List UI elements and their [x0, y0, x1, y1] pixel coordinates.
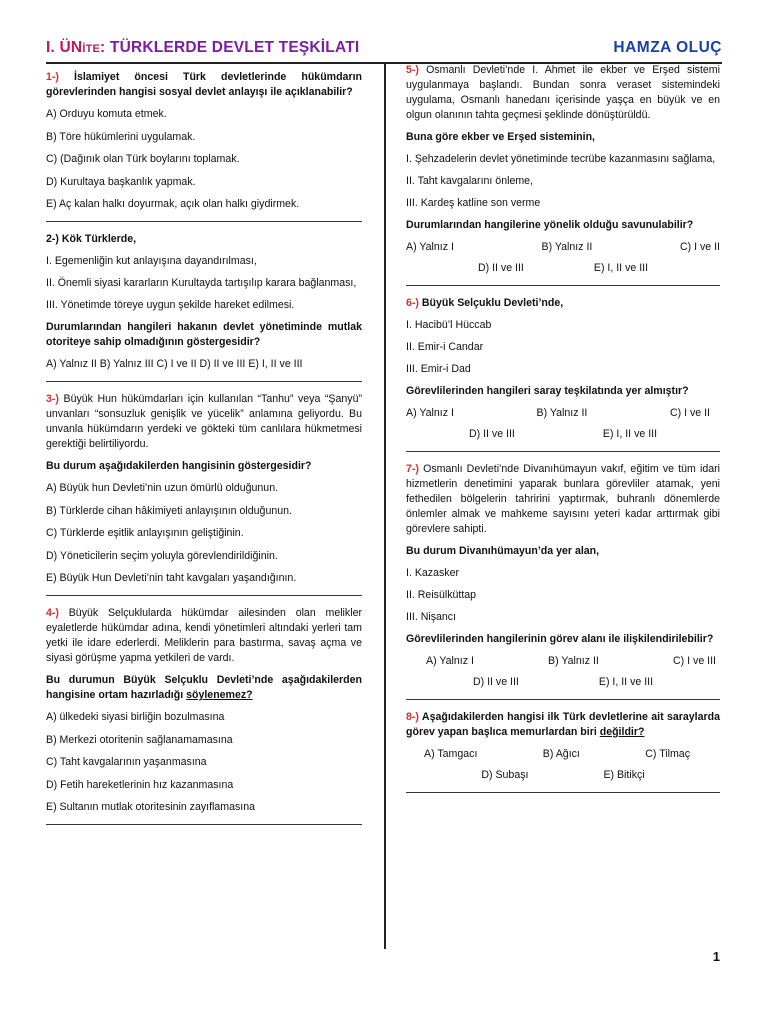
question-8 [406, 710, 720, 783]
options-row-1 [406, 654, 720, 669]
question-prompt: Durumlarından hangilerine yönelik olduğu savunulabilir? [406, 219, 694, 231]
divider [46, 381, 362, 382]
option-d: D) II ve III [472, 676, 519, 688]
author-name: HAMZA OLUÇ [613, 39, 722, 56]
options-row-2 [406, 675, 720, 690]
options-row-1 [406, 406, 720, 421]
page-number: 1 [712, 949, 720, 964]
statement-3: III. Kardeş katline son verme [406, 197, 541, 209]
divider [46, 221, 362, 222]
option-d: D) Yöneticilerin seçim yoluyla görevlendirildiğinin. [46, 549, 278, 562]
option-d: D) Subaşı [481, 769, 529, 781]
question-prompt: Durumlarından hangileri hakanın devlet yönetiminde mutlak otoriteye sahip olmadığının göstergesidir? [46, 321, 362, 348]
statement-1: I. Kazasker [406, 567, 459, 579]
option-a: A) Yalnız I [406, 241, 454, 253]
statement-2: II. Reisülküttap [406, 589, 477, 601]
statement-2: II. Önemli siyasi kararların Kurultayda tartışılıp karara bağlanması, [46, 277, 357, 289]
question-text: Büyük Selçuklularda hükümdar ailesinden olan melikler eyaletlerde hükümdar adına, kendi yönetimleri altındaki yerleri tam yetki ile idare ederlerdi. Meliklerin para bastırma, savaş açma ve siyasi görüşme yapma yetkileri de vardı. [46, 607, 362, 664]
option-b: B) Türklerde cihan hâkimiyeti anlayışının olduğunun. [46, 504, 292, 517]
option-b: B) Yalnız II [548, 655, 599, 667]
question-text: İslamiyet öncesi Türk devletlerinde hükümdarın görevlerinden hangisi sosyal devlet anlayışı ile açıklanabilir? [46, 71, 362, 98]
divider [406, 285, 720, 286]
option-d: D) Fetih hareketlerinin hız kazanmasına [46, 778, 234, 791]
page-header [46, 40, 722, 64]
option-b: B) Ağıcı [542, 748, 580, 760]
statement-1: I. Hacibü’l Hüccab [406, 319, 492, 331]
statement-1: I. Şehzadelerin devlet yönetiminde tecrübe kazanmasını sağlama, [406, 153, 716, 165]
statement-3: III. Yönetimde töreye uygun şekilde hareket edilmesi. [46, 299, 295, 311]
question-3 [46, 392, 362, 586]
question-prompt: Bu durum aşağıdakilerden hangisinin göstergesidir? [46, 460, 312, 472]
option-b: B) Yalnız II [536, 407, 588, 419]
question-number: 3-) [46, 393, 59, 405]
option-a: A) Yalnız I [406, 407, 454, 419]
question-1 [46, 70, 362, 212]
option-c: C) (Dağınık olan Türk boylarını toplamak. [46, 153, 240, 165]
option-c: C) I ve II [679, 241, 720, 253]
option-a: A) Büyük hun Devleti’nin uzun ömürlü olduğunun. [46, 482, 279, 494]
option-c: C) Taht kavgalarının yaşanmasına [46, 756, 207, 768]
question-number: 4-) [46, 607, 59, 619]
options-row-2 [406, 261, 720, 276]
option-b: B) Yalnız II [541, 241, 593, 253]
divider [46, 824, 362, 825]
right-column [406, 63, 720, 803]
question-number: 2-) [46, 233, 59, 245]
question-4 [46, 606, 362, 815]
question-number: 7-) [406, 463, 419, 475]
divider [406, 792, 720, 793]
option-e: E) I, II ve III [602, 428, 658, 440]
question-prompt: Bu durumun Büyük Selçuklu Devleti’nde aşağıdakilerden hangisine ortam hazırladığı söylenemez? [46, 674, 362, 701]
option-c: C) I ve III [673, 655, 716, 667]
question-text: Büyük Selçuklu Devleti’nde, [421, 297, 564, 309]
question-5 [406, 63, 720, 276]
option-a: A) Orduyu komuta etmek. [46, 108, 167, 120]
options-row-2 [406, 768, 720, 783]
statement-3: III. Nişancı [406, 611, 457, 623]
column-divider [384, 62, 386, 949]
option-a: A) ülkedeki siyasi birliğin bozulmasına [46, 711, 225, 723]
question-lead: Bu durum Divanıhümayun’da yer alan, [406, 545, 600, 557]
question-text: Osmanlı Devleti’nde I. Ahmet ile ekber ve Erşed sistemi uygulanmaya başlandı. Bundan sonra veraset sistemindeki uygulama, Osmanlı hanedanı içerisinde yaşça en büyük ve en olgun olanının tahta geçmesi şeklinde dönüştürüldü. [406, 64, 720, 121]
question-7 [406, 462, 720, 690]
option-c: C) Tilmaç [645, 748, 690, 760]
left-column [46, 70, 362, 835]
option-d: D) II ve III [468, 428, 515, 440]
question-number: 5-) [406, 64, 419, 76]
option-e: E) I, II ve III [593, 262, 649, 274]
option-e: E) Büyük Hun Devleti’nin taht kavgaları yaşandığının. [46, 572, 297, 584]
negative-keyword: değildir? [599, 726, 645, 738]
question-text: Büyük Hun hükümdarları için kullanılan “Tanhu” veya “Şanyü” unvanları “sonsuzluk genişlik ve yücelik” anlamına geliyordu. Bu unvanla hükümdarın yerdeki ve gökteki tüm canlılara hükmetmesi gerektiği belirtiliyordu. [46, 393, 362, 450]
question-text: Aşağıdakilerden hangisi ilk Türk devletlerine ait saraylarda görev yapan başlıca memurlardan biri [406, 711, 720, 738]
option-e: E) Sultanın mutlak otoritesinin zayıflamasına [46, 801, 256, 813]
options-row-2 [406, 427, 720, 442]
option-a: A) Yalnız I [426, 655, 474, 667]
options-row-1 [406, 747, 720, 762]
statement-1: I. Egemenliğin kut anlayışına dayandırılması, [46, 255, 257, 267]
divider [406, 451, 720, 452]
negative-keyword: söylenemez? [186, 689, 253, 701]
divider [406, 699, 720, 700]
option-e: E) Aç kalan halkı doyurmak, açık olan halkı giydirmek. [46, 198, 300, 210]
divider [46, 595, 362, 596]
option-e: E) I, II ve III [598, 676, 654, 688]
question-prompt: Görevlilerinden hangileri saray teşkilatında yer almıştır? [406, 385, 689, 397]
question-prompt: Görevlilerinden hangilerinin görev alanı ile ilişkilendirilebilir? [406, 633, 714, 645]
options-row-1 [406, 240, 720, 255]
option-d: D) Kurultaya başkanlık yapmak. [46, 175, 196, 188]
question-text: Kök Türklerde, [61, 233, 137, 245]
option-c: C) I ve II [669, 407, 710, 419]
question-number: 6-) [406, 297, 419, 309]
option-a: A) Tamgacı [424, 748, 478, 760]
question-text: Osmanlı Devleti’nde Divanıhümayun vakıf, eğitim ve tüm idari hizmetlerin denetimini yaparak bunlara görevliler atamak, yeni fethedilen bölgelerin tahririni yaptırmak, buhranlı dönemlerde önlemler almak ve mahkeme sayısını yeteri kadar arttırmak gibi görevlere sahipti. [406, 463, 720, 535]
question-6 [406, 296, 720, 442]
option-b: B) Töre hükümlerini uygulamak. [46, 130, 196, 143]
unit-prefix: I. ÜNİTE: [46, 39, 106, 56]
question-number: 8-) [406, 711, 419, 723]
statement-2: II. Taht kavgalarını önleme, [406, 175, 534, 187]
unit-title [46, 40, 359, 57]
options-line: A) Yalnız II B) Yalnız III C) I ve II D) II ve III E) I, II ve III [46, 358, 303, 370]
option-b: B) Merkezi otoritenin sağlanamamasına [46, 733, 233, 746]
statement-2: II. Emir-i Candar [406, 341, 484, 353]
option-e: E) Bitikçi [603, 769, 645, 781]
question-lead: Buna göre ekber ve Erşed sisteminin, [406, 131, 595, 143]
statement-3: III. Emir-i Dad [406, 363, 471, 375]
question-2 [46, 232, 362, 372]
question-number: 1-) [46, 71, 59, 83]
unit-title-text: TÜRKLERDE DEVLET TEŞKİLATI [109, 39, 360, 56]
option-c: C) Türklerde eşitlik anlayışının geliştiğinin. [46, 527, 244, 539]
option-d: D) II ve III [477, 262, 524, 274]
